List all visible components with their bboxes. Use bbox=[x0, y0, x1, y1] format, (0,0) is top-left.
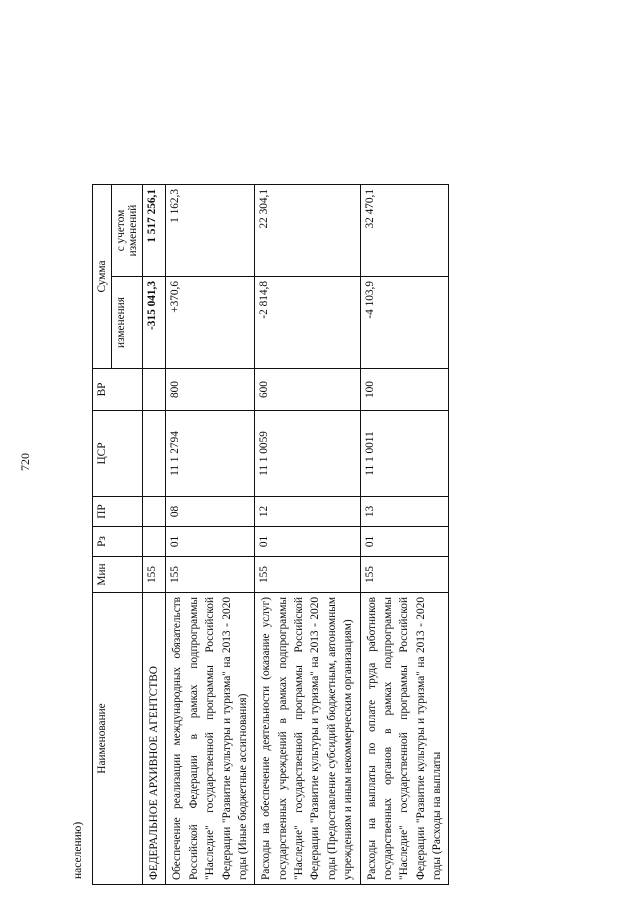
row-min: 155 bbox=[255, 557, 360, 593]
table-row bbox=[143, 185, 166, 885]
row-s-uchetom: 32 470,1 bbox=[360, 185, 449, 277]
table-row bbox=[166, 185, 255, 885]
page-number: 720 bbox=[18, 453, 32, 471]
row-vr bbox=[143, 369, 166, 411]
row-s-uchetom: 22 304,1 bbox=[255, 185, 360, 277]
header-sum-group: Сумма bbox=[93, 185, 112, 369]
header-name: Наименование bbox=[93, 593, 143, 885]
row-csr: 11 1 0011 bbox=[360, 411, 449, 497]
row-name: Обеспечение реализации международных обязательств Российской Федерации в рамках подпрограммы "Наследие" государственной программы Российской Федерации "Развитие культуры и туризма" на 2013 - 2020 годы (Иные бюджетные ассигнования) bbox=[166, 593, 255, 885]
row-pr: 08 bbox=[166, 497, 255, 527]
row-rz: 01 bbox=[166, 527, 255, 557]
row-izmeneniya: +370,6 bbox=[166, 277, 255, 369]
row-izmeneniya: -2 814,8 bbox=[255, 277, 360, 369]
row-s-uchetom: 1 162,3 bbox=[166, 185, 255, 277]
row-vr: 800 bbox=[166, 369, 255, 411]
row-pr bbox=[143, 497, 166, 527]
row-izmeneniya: -4 103,9 bbox=[360, 277, 449, 369]
row-rz bbox=[143, 527, 166, 557]
row-izmeneniya: -315 041,3 bbox=[143, 277, 166, 369]
row-name: Расходы на выплаты по оплате труда работников государственных органов в рамках подпрограммы "Наследие" государственной программы Российской Федерации "Развитие культуры и туризма" на 2013 - 2020 годы (Расходы на выплаты bbox=[360, 593, 449, 885]
row-min: 155 bbox=[143, 557, 166, 593]
header-pr: ПР bbox=[93, 497, 143, 527]
row-rz: 01 bbox=[360, 527, 449, 557]
header-min: Мин bbox=[93, 557, 143, 593]
budget-table bbox=[92, 184, 449, 885]
header-csr: ЦСР bbox=[93, 411, 143, 497]
header-rz: Рз bbox=[93, 527, 143, 557]
continuation-text: населению) bbox=[72, 821, 84, 879]
table-header-row-1 bbox=[93, 185, 112, 885]
row-name: Расходы на обеспечение деятельности (оказание услуг) государственных учреждений в рамках подпрограммы "Наследие" государственной программы Российской Федерации "Развитие культуры и туризма" на 2013 - 2020 годы (Предоставление субсидий бюджетным, автономным учреждениям и иным некоммерческим организациям) bbox=[255, 593, 360, 885]
header-vr: ВР bbox=[93, 369, 143, 411]
row-csr: 11 1 0059 bbox=[255, 411, 360, 497]
row-vr: 100 bbox=[360, 369, 449, 411]
row-vr: 600 bbox=[255, 369, 360, 411]
header-s-uchetom: с учетом изменений bbox=[112, 185, 143, 277]
row-name: ФЕДЕРАЛЬНОЕ АРХИВНОЕ АГЕНТСТВО bbox=[143, 593, 166, 885]
row-csr: 11 1 2794 bbox=[166, 411, 255, 497]
table-row bbox=[255, 185, 360, 885]
header-izmeneniya: изменения bbox=[112, 277, 143, 369]
row-rz: 01 bbox=[255, 527, 360, 557]
row-pr: 13 bbox=[360, 497, 449, 527]
table-row bbox=[360, 185, 449, 885]
row-min: 155 bbox=[166, 557, 255, 593]
row-s-uchetom: 1 517 256,1 bbox=[143, 185, 166, 277]
row-min: 155 bbox=[360, 557, 449, 593]
row-csr bbox=[143, 411, 166, 497]
row-pr: 12 bbox=[255, 497, 360, 527]
